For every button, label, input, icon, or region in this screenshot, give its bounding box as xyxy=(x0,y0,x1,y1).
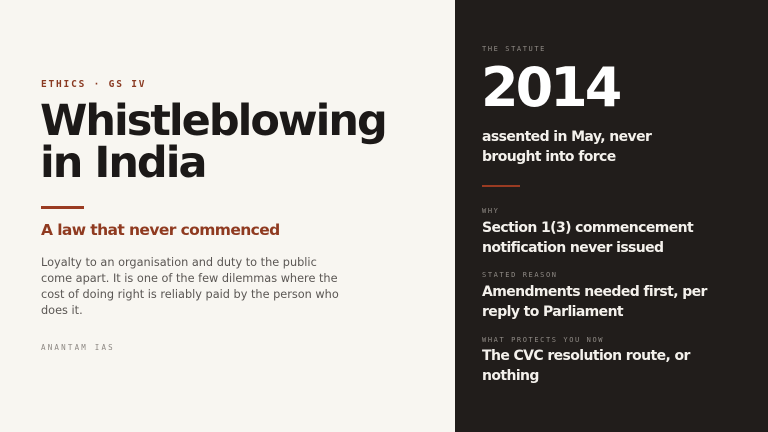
statute-line: brought into force xyxy=(482,149,616,165)
body-line: cost of doing right is reliably paid by the person who xyxy=(41,288,339,301)
title-line: Whistleblowing xyxy=(40,96,386,146)
why-label: WHY xyxy=(482,207,500,215)
statute-year: 2014 xyxy=(481,56,620,119)
protection-label: WHAT PROTECTS YOU NOW xyxy=(482,336,605,344)
brand-label: ANANTAM IAS xyxy=(41,343,115,352)
accent-divider xyxy=(482,185,520,187)
why-line: notification never issued xyxy=(482,240,664,256)
stated-reason-line: Amendments needed first, per xyxy=(482,284,707,300)
accent-divider xyxy=(41,206,84,209)
intro-paragraph xyxy=(41,255,341,319)
why-line: Section 1(3) commencement xyxy=(482,220,694,236)
statute-label: THE STATUTE xyxy=(482,45,546,53)
statute-description xyxy=(482,127,762,167)
why-text xyxy=(482,218,762,258)
stated-reason-label: STATED REASON xyxy=(482,271,558,279)
protection-line: The CVC resolution route, or xyxy=(482,348,690,364)
title-line: in India xyxy=(40,138,206,188)
stated-reason-text xyxy=(482,282,762,322)
body-line: Loyalty to an organisation and duty to the public xyxy=(41,256,317,269)
protection-text xyxy=(482,346,762,386)
stated-reason-line: reply to Parliament xyxy=(482,304,624,320)
protection-line: nothing xyxy=(482,368,539,384)
subtitle: A law that never commenced xyxy=(41,221,280,239)
page-title xyxy=(40,96,440,188)
right-panel xyxy=(455,0,768,432)
body-line: does it. xyxy=(41,304,83,317)
body-line: come apart. It is one of the few dilemmas where the xyxy=(41,272,338,285)
category-eyebrow: ETHICS · GS IV xyxy=(41,79,147,90)
statute-line: assented in May, never xyxy=(482,129,652,145)
